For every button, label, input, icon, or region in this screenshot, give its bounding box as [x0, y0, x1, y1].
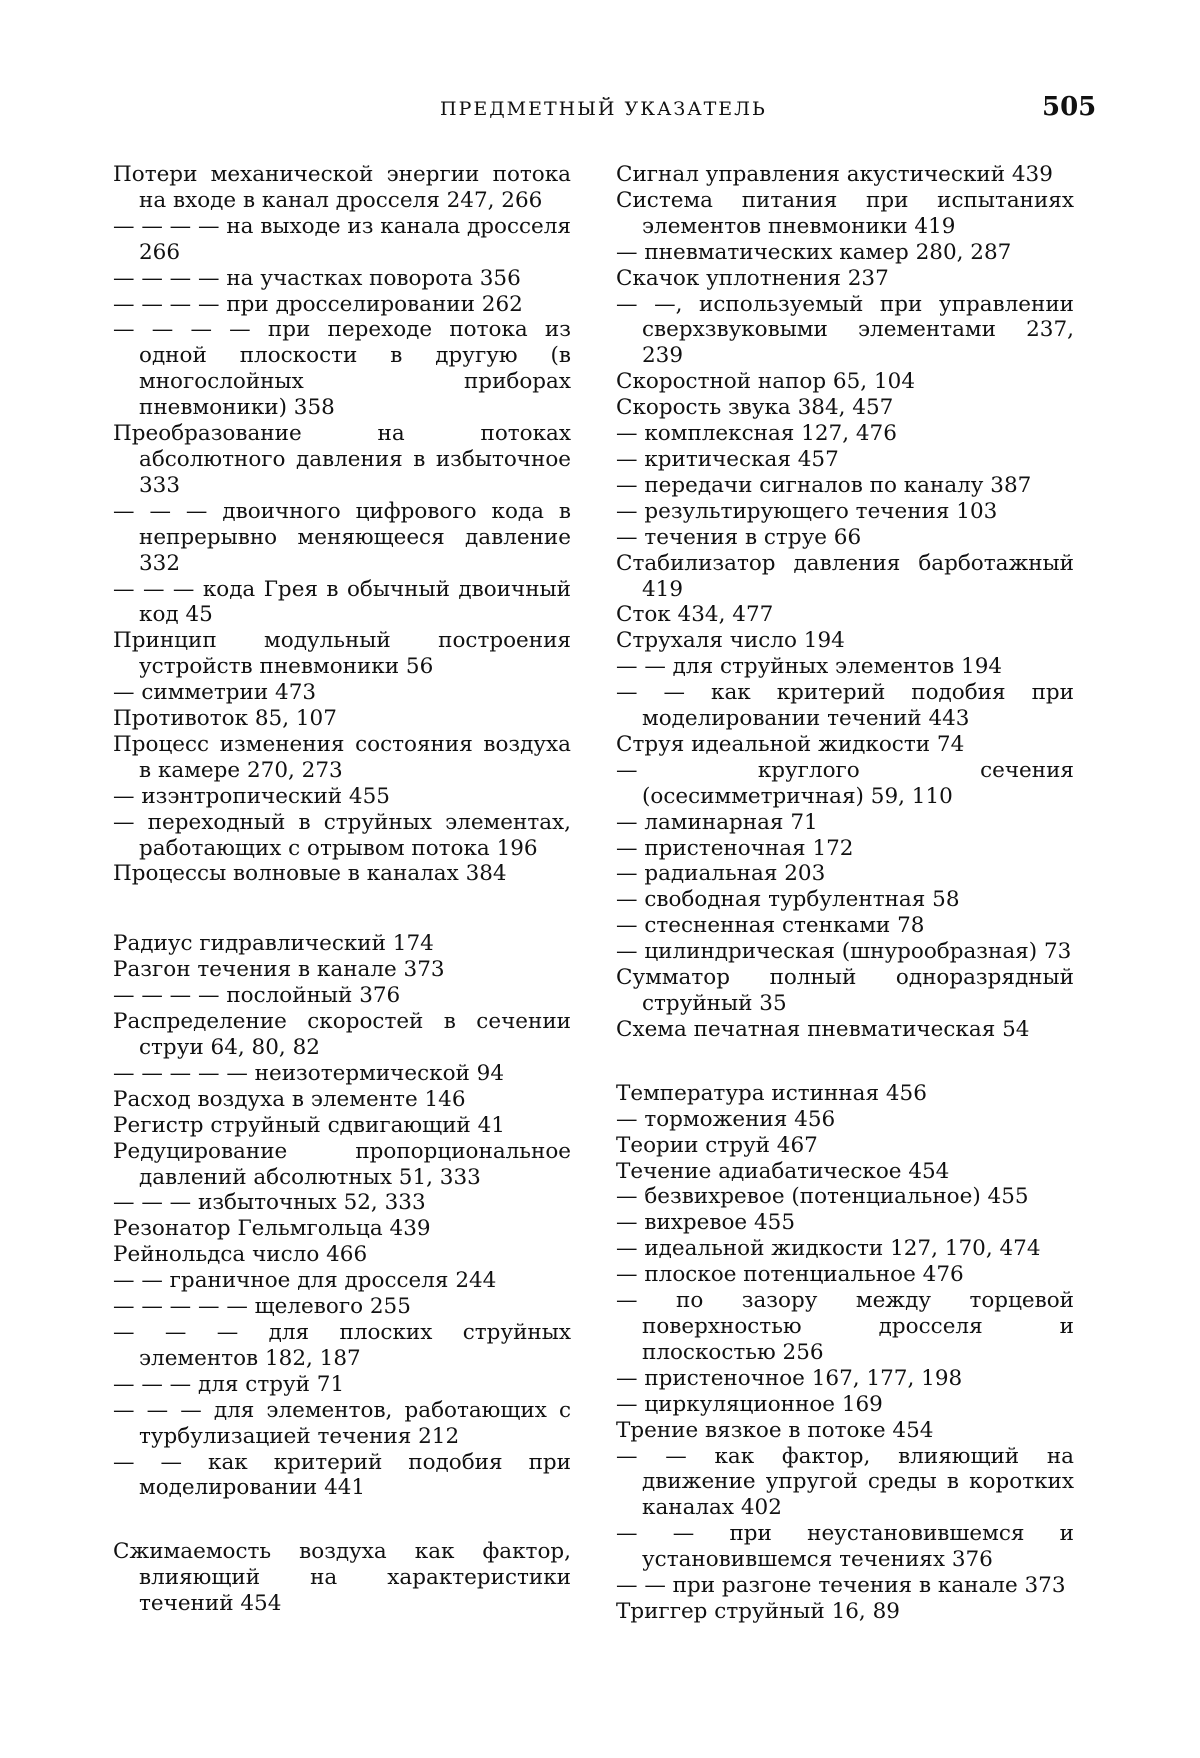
page-number: 505: [1042, 92, 1097, 122]
index-entry: Процесс изменения состояния воздуха в камере 270, 273: [113, 731, 571, 783]
index-entry: — пневматических камер 280, 287: [616, 239, 1012, 265]
index-entry: Процессы волновые в каналах 384: [113, 861, 507, 887]
index-entry: Разгон течения в канале 373: [113, 957, 445, 983]
index-entry: — пристеночное 167, 177, 198: [616, 1365, 963, 1391]
index-entry: — ламинарная 71: [616, 809, 818, 835]
index-entry: — симметрии 473: [113, 680, 317, 706]
index-entry: Скорость звука 384, 457: [616, 395, 894, 421]
index-entry: — — — — — неизотермической 94: [113, 1060, 505, 1086]
index-entry: — — — для струй 71: [113, 1371, 345, 1397]
index-entry: — — — — на выходе из канала дросселя 266: [113, 213, 571, 265]
index-entry: — — — — при дросселировании 262: [113, 291, 523, 317]
index-entry: — по зазору между торцевой поверхностью дросселя и плоскостью 256: [616, 1288, 1074, 1365]
index-entry: — результирующего течения 103: [616, 498, 998, 524]
index-entry: Струхаля число 194: [616, 628, 845, 654]
index-entry: Триггер струйный 16, 89: [616, 1598, 900, 1624]
index-entry: — — — для плоских струйных элементов 182, 187: [113, 1319, 571, 1371]
running-title: ПРЕДМЕТНЫЙ УКАЗАТЕЛЬ: [440, 98, 767, 120]
index-entry: — течения в струе 66: [616, 524, 862, 550]
index-entry: Теории струй 467: [616, 1132, 818, 1158]
index-entry: — — — — при переходе потока из одной плоскости в другую (в многослойных приборах пневмоники) 358: [113, 317, 571, 421]
index-entry: — — при разгоне течения в канале 373: [616, 1573, 1066, 1599]
index-entry: Схема печатная пневматическая 54: [616, 1016, 1030, 1042]
index-entry: Скоростной напор 65, 104: [616, 369, 915, 395]
index-entry: — —, используемый при управлении сверхзвуковыми элементами 237, 239: [616, 291, 1074, 369]
index-entry: — — при неустановившемся и установившемся течениях 376: [616, 1521, 1074, 1573]
index-entry: — вихревое 455: [616, 1210, 796, 1236]
index-entry: — комплексная 127, 476: [616, 421, 897, 447]
index-entry: — — — — на участках поворота 356: [113, 265, 521, 291]
index-entry: Рейнольдса число 466: [113, 1242, 368, 1268]
index-entry: — циркуляционное 169: [616, 1391, 883, 1417]
index-column-right: [616, 162, 1074, 1625]
index-entry: — безвихревое (потенциальное) 455: [616, 1184, 1029, 1210]
index-entry: — — граничное для дросселя 244: [113, 1268, 497, 1294]
index-entry: — радиальная 203: [616, 861, 826, 887]
index-entry: — переходный в струйных элементах, работающих с отрывом потока 196: [113, 809, 571, 861]
index-column-left: [113, 162, 571, 1617]
index-entry: Сжимаемость воздуха как фактор, влияющий на характеристики течений 454: [113, 1539, 571, 1617]
page-header: [0, 92, 1200, 132]
index-entry: Принцип модульный построения устройств пневмоники 56: [113, 628, 571, 680]
index-entry: Температура истинная 456: [616, 1080, 927, 1106]
index-entry: — — как критерий подобия при моделировании течений 443: [616, 680, 1074, 732]
index-entry: Трение вязкое в потоке 454: [616, 1417, 934, 1443]
index-entry: — цилиндрическая (шнурообразная) 73: [616, 939, 1072, 965]
index-entry: — пристеночная 172: [616, 835, 854, 861]
index-entry: Потери механической энергии потока на входе в канал дросселя 247, 266: [113, 162, 571, 213]
index-entry: Расход воздуха в элементе 146: [113, 1086, 466, 1112]
index-entry: — свободная турбулентная 58: [616, 887, 960, 913]
index-entry: — — для струйных элементов 194: [616, 654, 1003, 680]
index-entry: — — — для элементов, работающих с турбулизацией течения 212: [113, 1397, 571, 1449]
index-entry: — — как фактор, влияющий на движение упругой среды в коротких каналах 402: [616, 1443, 1074, 1521]
index-entry: Радиус гидравлический 174: [113, 931, 434, 957]
index-entry: Течение адиабатическое 454: [616, 1158, 950, 1184]
index-entry: — — — двоичного цифрового кода в непрерывно меняющееся давление 332: [113, 498, 571, 576]
index-entry: Резонатор Гельмгольца 439: [113, 1216, 431, 1242]
index-entry: — идеальной жидкости 127, 170, 474: [616, 1236, 1041, 1262]
index-entry: Стабилизатор давления барботажный 419: [616, 550, 1074, 602]
index-entry: — плоское потенциальное 476: [616, 1262, 964, 1288]
index-entry: Сигнал управления акустический 439: [616, 162, 1053, 187]
index-entry: — передачи сигналов по каналу 387: [616, 472, 1032, 498]
index-entry: Регистр струйный сдвигающий 41: [113, 1112, 505, 1138]
index-entry: — — — избыточных 52, 333: [113, 1190, 426, 1216]
index-entry: Сумматор полный одноразрядный струйный 35: [616, 965, 1074, 1016]
index-entry: — — — — — щелевого 255: [113, 1294, 411, 1320]
index-entry: Противоток 85, 107: [113, 706, 337, 732]
index-entry: — критическая 457: [616, 446, 839, 472]
index-entry: — стесненная стенками 78: [616, 913, 925, 939]
index-entry: Редуцирование пропорциональное давлений абсолютных 51, 333: [113, 1138, 571, 1190]
index-entry: — — — кода Грея в обычный двоичный код 45: [113, 576, 571, 628]
index-entry: Преобразование на потоках абсолютного давления в избыточное 333: [113, 421, 571, 498]
index-entry: Скачок уплотнения 237: [616, 265, 889, 291]
index-entry: — изэнтропический 455: [113, 783, 390, 809]
index-entry: Сток 434, 477: [616, 602, 774, 628]
index-entry: — торможения 456: [616, 1106, 836, 1132]
index-entry: Струя идеальной жидкости 74: [616, 731, 965, 757]
index-entry: Распределение скоростей в сечении струи 64, 80, 82: [113, 1009, 571, 1060]
index-entry: Система питания при испытаниях элементов пневмоники 419: [616, 187, 1074, 239]
index-entry: — — — — послойный 376: [113, 983, 401, 1009]
index-entry: — круглого сечения (осесимметричная) 59, 110: [616, 757, 1074, 809]
index-entry: — — как критерий подобия при моделировании 441: [113, 1449, 571, 1501]
